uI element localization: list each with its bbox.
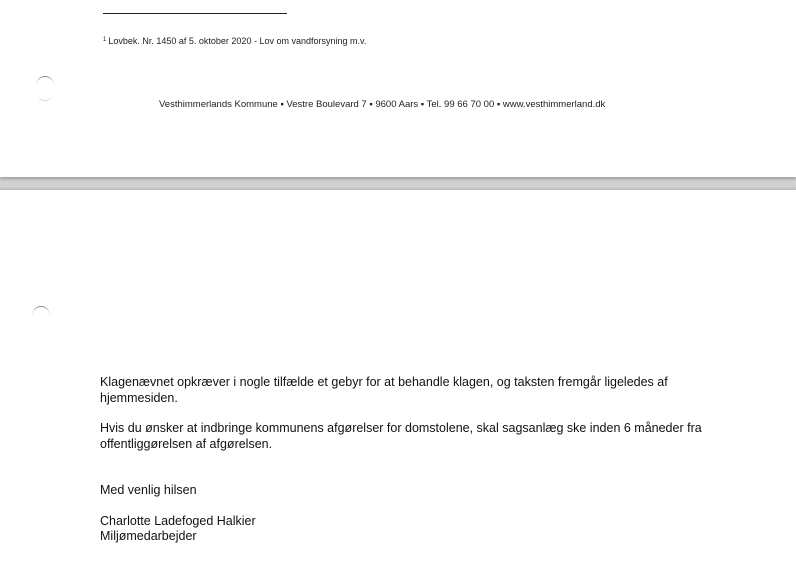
page-footer: Vesthimmerlands Kommune ▪ Vestre Boulevard 7 ▪ 9600 Aars ▪ Tel. 99 66 70 00 ▪ www.vesthimmerland.dk — [159, 99, 606, 110]
footnote-separator — [103, 13, 287, 14]
paragraph-fee: Klagenævnet opkræver i nogle tilfælde et gebyr for at behandle klagen, og taksten fremgår ligeledes af hjemmesiden. — [100, 375, 668, 405]
paragraph-court: Hvis du ønsker at indbringe kommunens afgørelser for domstolene, skal sagsanlæg ske inden 6 måneder fra offentliggørelsen af afgørelsen. — [100, 421, 702, 451]
closing-greeting: Med venlig hilsen — [100, 483, 197, 497]
punch-hole-shadow — [38, 92, 52, 101]
footnote — [103, 36, 366, 46]
document-page-2 — [0, 190, 796, 569]
signer-name: Charlotte Ladefoged Halkier — [100, 514, 256, 528]
document-page-1 — [0, 0, 796, 177]
footnote-marker: 1 — [103, 37, 107, 43]
signer-title: Miljømedarbejder — [100, 529, 197, 543]
footnote-text: Lovbek. Nr. 1450 af 5. oktober 2020 - Lov om vandforsyning m.v. — [108, 36, 367, 46]
punch-hole-mark — [32, 306, 50, 325]
